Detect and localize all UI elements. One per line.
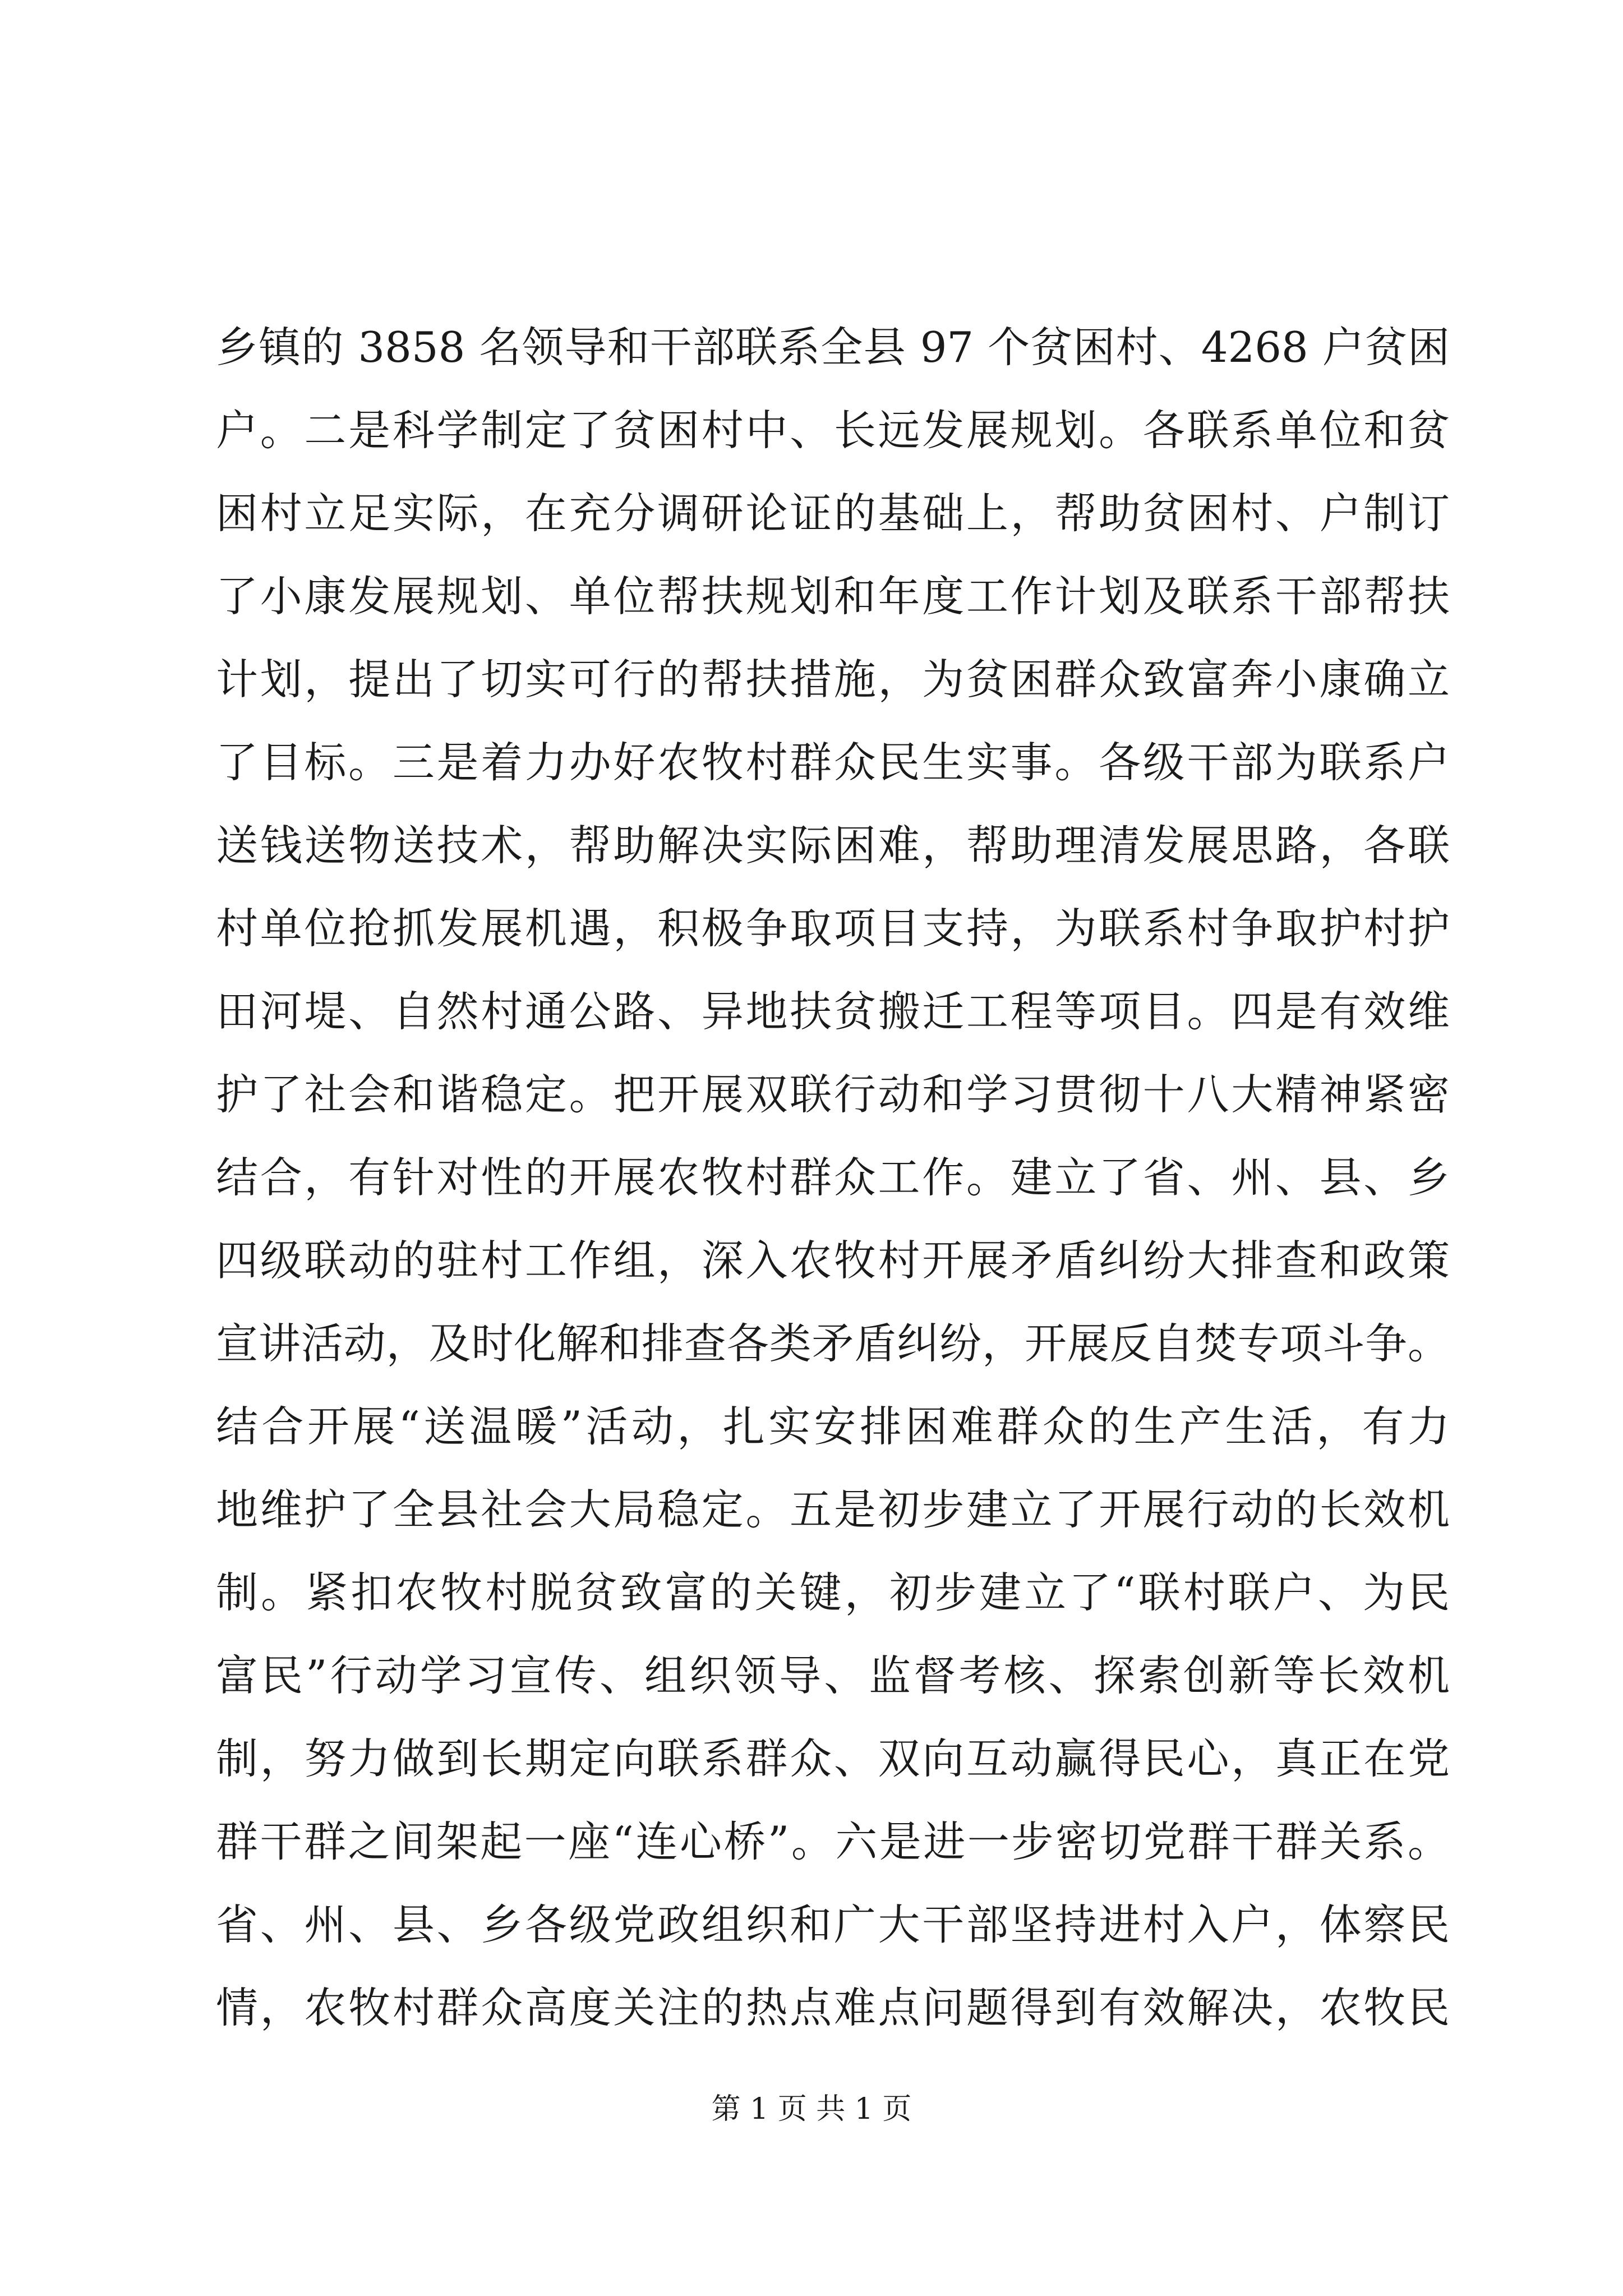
text-line: 结合，有针对性的开展农牧村群众工作。建立了省、州、县、乡 [216,1153,1450,1202]
text-line: 制，努力做到长期定向联系群众、双向互动赢得民心，真正在党 [216,1734,1450,1783]
text-line: 省、州、县、乡各级党政组织和广大干部坚持进村入户，体察民 [216,1900,1450,1949]
text-line: 田河堤、自然村通公路、异地扶贫搬迁工程等项目。四是有效维 [216,987,1450,1036]
text-line: 了目标。三是着力办好农牧村群众民生实事。各级干部为联系户 [216,738,1450,787]
text-line: 结合开展“送温暖”活动，扎实安排困难群众的生产生活，有力 [216,1402,1450,1451]
text-line: 计划，提出了切实可行的帮扶措施，为贫困群众致富奔小康确立 [216,655,1450,704]
text-line: 四级联动的驻村工作组，深入农牧村开展矛盾纠纷大排查和政策 [216,1236,1450,1285]
text-line: 户。二是科学制定了贫困村中、长远发展规划。各联系单位和贫 [216,406,1450,455]
text-line: 送钱送物送技术，帮助解决实际困难，帮助理清发展思路，各联 [216,821,1450,870]
text-line: 困村立足实际，在充分调研论证的基础上，帮助贫困村、户制订 [216,489,1450,538]
text-line: 宣讲活动，及时化解和排查各类矛盾纠纷，开展反自焚专项斗争。 [216,1319,1450,1368]
body-paragraph [216,306,1450,2049]
text-line: 护了社会和谐稳定。把开展双联行动和学习贯彻十八大精神紧密 [216,1070,1450,1119]
text-line: 制。紧扣农牧村脱贫致富的关键，初步建立了“联村联户、为民 [216,1568,1450,1617]
text-line: 村单位抢抓发展机遇，积极争取项目支持，为联系村争取护村护 [216,904,1450,953]
page-number-footer: 第 1 页 共 1 页 [711,2092,912,2126]
text-line: 情，农牧村群众高度关注的热点难点问题得到有效解决，农牧民 [216,1983,1450,2032]
text-line: 乡镇的 3858 名领导和干部联系全县 97 个贫困村、4268 户贫困 [216,323,1450,372]
text-line: 了小康发展规划、单位帮扶规划和年度工作计划及联系干部帮扶 [216,572,1450,621]
text-line: 富民”行动学习宣传、组织领导、监督考核、探索创新等长效机 [216,1651,1450,1700]
text-line: 群干群之间架起一座“连心桥”。六是进一步密切党群干群关系。 [216,1817,1450,1866]
text-line: 地维护了全县社会大局稳定。五是初步建立了开展行动的长效机 [216,1485,1450,1534]
